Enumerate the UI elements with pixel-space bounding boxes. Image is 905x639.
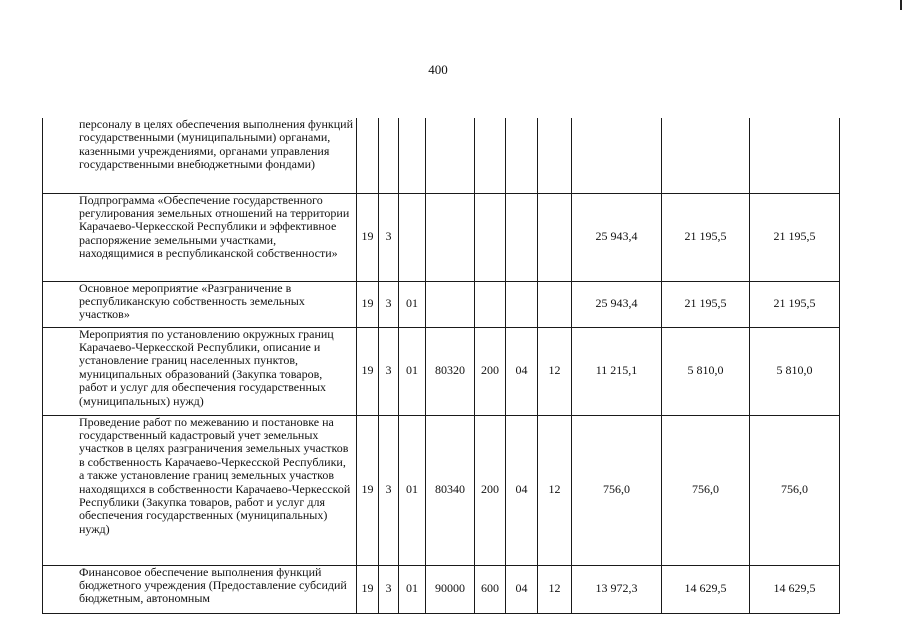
- amount-year-3: 5 810,0: [750, 327, 840, 415]
- code-direction: [426, 281, 475, 327]
- code-rz: [506, 281, 538, 327]
- code-pp: 3: [379, 415, 399, 565]
- amount-year-3: 756,0: [750, 415, 840, 565]
- table-row: [43, 415, 840, 565]
- row-name: Основное мероприятие «Разграничение в республиканскую собственность земельных участков»: [43, 281, 357, 327]
- table-row: [43, 565, 840, 613]
- code-om: [399, 193, 426, 281]
- code-rz: 04: [506, 565, 538, 613]
- amount-year-3: 14 629,5: [750, 565, 840, 613]
- code-vr: [475, 281, 506, 327]
- budget-table: [42, 118, 840, 614]
- table-row: [43, 118, 840, 193]
- code-direction: [426, 193, 475, 281]
- code-gp: [357, 118, 379, 193]
- code-om: 01: [399, 281, 426, 327]
- amount-year-3: 21 195,5: [750, 281, 840, 327]
- code-vr: 200: [475, 415, 506, 565]
- amount-year-1: 11 215,1: [572, 327, 662, 415]
- amount-year-1: 13 972,3: [572, 565, 662, 613]
- code-direction: 90000: [426, 565, 475, 613]
- code-pr: [538, 193, 572, 281]
- page-bottom-crop: [0, 620, 905, 639]
- row-name: Мероприятия по установлению окружных границ Карачаево-Черкесской Республики, описание и установление границ населенных пунктов, муниципальных образований (Закупка товаров, работ и услуг для обеспечения государственных (муниципальных) нужд): [43, 327, 357, 415]
- code-pp: 3: [379, 281, 399, 327]
- row-name: Финансовое обеспечение выполнения функций бюджетного учреждения (Предоставление субсидий бюджетным, автономным: [43, 565, 357, 613]
- code-gp: 19: [357, 565, 379, 613]
- row-name: Подпрограмма «Обеспечение государственного регулирования земельных отношений на территории Карачаево-Черкесской Республики и эффективное распоряжение земельными участками, находящимися в республиканской собственности»: [43, 193, 357, 281]
- code-pr: 12: [538, 565, 572, 613]
- code-gp: 19: [357, 193, 379, 281]
- amount-year-1: 756,0: [572, 415, 662, 565]
- code-direction: [426, 118, 475, 193]
- amount-year-3: 21 195,5: [750, 193, 840, 281]
- code-rz: [506, 193, 538, 281]
- amount-year-2: 14 629,5: [662, 565, 750, 613]
- code-pr: [538, 281, 572, 327]
- code-gp: 19: [357, 281, 379, 327]
- amount-year-1: 25 943,4: [572, 281, 662, 327]
- code-vr: [475, 193, 506, 281]
- code-direction: 80340: [426, 415, 475, 565]
- amount-year-2: [662, 118, 750, 193]
- table-row: [43, 193, 840, 281]
- code-vr: 200: [475, 327, 506, 415]
- amount-year-3: [750, 118, 840, 193]
- amount-year-2: 5 810,0: [662, 327, 750, 415]
- code-om: 01: [399, 565, 426, 613]
- amount-year-2: 21 195,5: [662, 281, 750, 327]
- code-pr: [538, 118, 572, 193]
- code-rz: 04: [506, 415, 538, 565]
- page-number: 400: [428, 62, 448, 77]
- code-pr: 12: [538, 327, 572, 415]
- amount-year-1: [572, 118, 662, 193]
- code-rz: 04: [506, 327, 538, 415]
- amount-year-2: 756,0: [662, 415, 750, 565]
- row-name: персоналу в целях обеспечения выполнения функций государственными (муниципальными) органами, казенными учреждениями, органами управления государственными внебюджетными фондами): [43, 118, 357, 193]
- code-gp: 19: [357, 415, 379, 565]
- table-row: [43, 281, 840, 327]
- amount-year-2: 21 195,5: [662, 193, 750, 281]
- code-rz: [506, 118, 538, 193]
- code-om: 01: [399, 415, 426, 565]
- page-edge-mark: [900, 0, 902, 10]
- code-om: 01: [399, 327, 426, 415]
- code-pp: 3: [379, 327, 399, 415]
- code-gp: 19: [357, 327, 379, 415]
- code-om: [399, 118, 426, 193]
- code-direction: 80320: [426, 327, 475, 415]
- code-vr: 600: [475, 565, 506, 613]
- amount-year-1: 25 943,4: [572, 193, 662, 281]
- code-pp: 3: [379, 565, 399, 613]
- row-name: Проведение работ по межеванию и постановке на государственный кадастровый учет земельных участков в целях разграничения земельных участков в собственность Карачаево-Черкесской Республики, а также установление границ земельных участков находящихся в собственности Карачаево-Черкесской Республики (Закупка товаров, работ и услуг для обеспечения государственных (муниципальных) нужд): [43, 415, 357, 565]
- code-pp: [379, 118, 399, 193]
- code-pr: 12: [538, 415, 572, 565]
- table-row: [43, 327, 840, 415]
- code-vr: [475, 118, 506, 193]
- code-pp: 3: [379, 193, 399, 281]
